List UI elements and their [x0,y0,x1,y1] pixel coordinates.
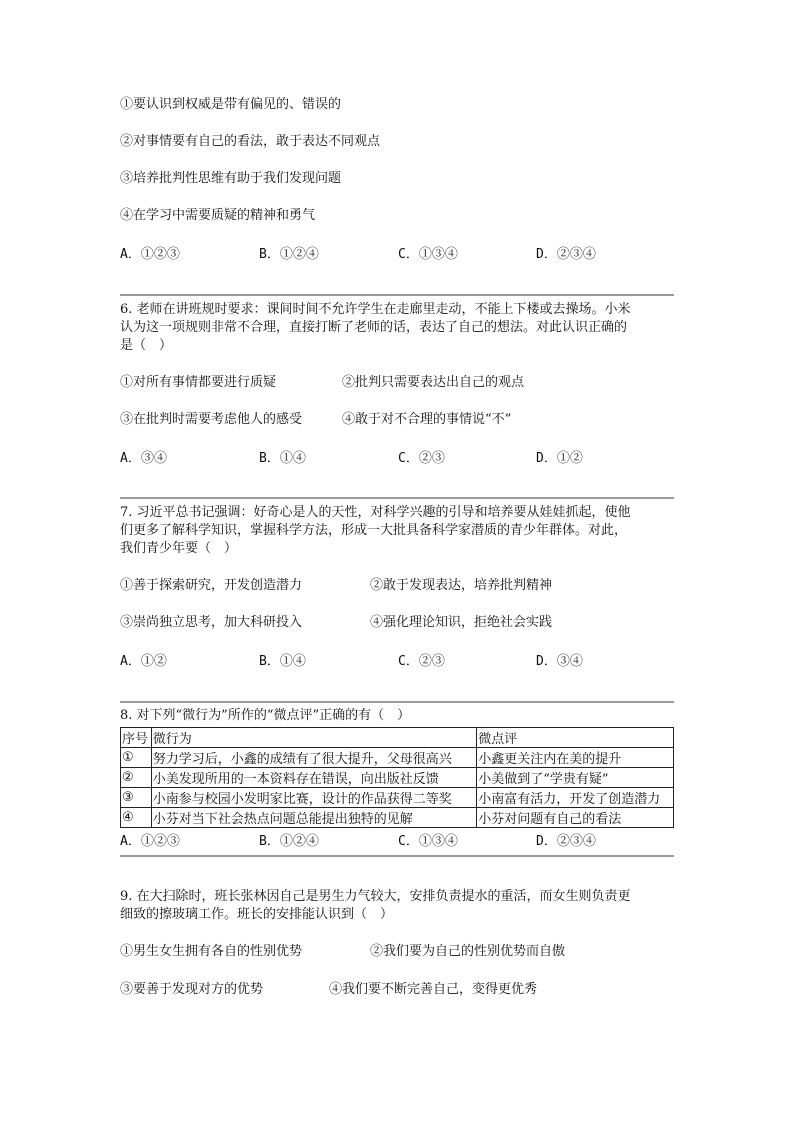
divider [120,855,674,857]
row-behavior: 小芬对当下社会热点问题总能提出独特的见解 [151,808,476,828]
table-row [121,768,674,788]
row-index: ① [121,748,152,768]
q6-stem-line-2: 认为这一项规则非常不合理，直接打断了老师的话，表达了自己的想法。对此认识正确的 [120,320,628,335]
q7-item-2: ②敢于发现表达，培养批判精神 [370,578,553,593]
q8-stem: 8. 对下列“微行为”所作的“微点评”正确的有（ ） [120,708,411,723]
table-row [121,788,674,808]
q7-item-4: ④强化理论知识，拒绝社会实践 [370,615,553,630]
q7-option-c: C．②③ [398,654,445,669]
q9-stem-line-1: 9. 在大扫除时，班长张林因自己是男生力气较大，安排负责提水的重活，而女生则负责更 [120,889,631,904]
prev-item-2: ②对事情要有自己的看法，敢于表达不同观点 [120,134,381,149]
row-index: ③ [121,788,152,808]
row-index: ④ [121,808,152,828]
row-index: ② [121,768,152,788]
q6-stem-line-1: 6. 老师在讲班规时要求：课间时间不允许学生在走廊里走动，不能上下楼或去操场。小米 [120,302,631,317]
q8-table [120,727,674,828]
divider [120,701,674,703]
prev-item-4: ④在学习中需要质疑的精神和勇气 [120,208,316,223]
q9-item-1: ①男生女生拥有各自的性别优势 [120,944,303,959]
q9-item-4: ④我们要不断完善自己，变得更优秀 [329,982,538,997]
q6-stem-line-3: 是（ ） [120,338,173,353]
header-comment: 微点评 [477,728,674,748]
row-behavior: 努力学习后，小鑫的成绩有了很大提升，父母很高兴 [151,748,476,768]
q7-stem-line-3: 我们青少年要（ ） [120,541,238,556]
q9-item-3: ③要善于发现对方的优势 [120,982,264,997]
prev-option-d: D．②③④ [536,247,596,262]
q7-item-3: ③崇尚独立思考，加大科研投入 [120,615,303,630]
row-comment: 小芬对问题有自己的看法 [477,808,674,828]
q7-item-1: ①善于探索研究，开发创造潜力 [120,578,303,593]
q7-stem-line-1: 7. 习近平总书记强调：好奇心是人的天性，对科学兴趣的引导和培养要从娃娃抓起，使他 [120,505,631,520]
divider [120,294,674,296]
q6-item-4: ④敢于对不合理的事情说“不” [342,412,512,427]
q9-item-2: ②我们要为自己的性别优势而自傲 [370,944,566,959]
row-comment: 小南富有活力，开发了创造潜力 [477,788,674,808]
q7-stem-line-2: 们更多了解科学知识，掌握科学方法，形成一大批具备科学家潜质的青少年群体。对此， [120,523,628,538]
table-header-row [121,728,674,748]
q8-option-a: A．①②③ [120,834,180,849]
row-comment: 小鑫更关注内在美的提升 [477,748,674,768]
q6-item-2: ②批判只需要表达出自己的观点 [342,375,525,390]
q6-option-c: C．②③ [398,451,445,466]
q8-option-d: D．②③④ [536,834,596,849]
divider [120,497,674,499]
table-row [121,748,674,768]
q6-item-3: ③在批判时需要考虑他人的感受 [120,412,303,427]
header-index: 序号 [121,728,152,748]
prev-option-b: B．①②④ [259,247,319,262]
q6-option-a: A．③④ [120,451,167,466]
q8-option-b: B．①②④ [259,834,319,849]
table-row [121,808,674,828]
prev-option-a: A．①②③ [120,247,180,262]
row-comment: 小美做到了“学贵有疑” [477,768,674,788]
q6-option-b: B．①④ [259,451,306,466]
q9-stem-line-2: 细致的擦玻璃工作。班长的安排能认识到（ ） [120,907,394,922]
header-behavior: 微行为 [151,728,476,748]
prev-option-c: C．①③④ [398,247,458,262]
q6-item-1: ①对所有事情都要进行质疑 [120,375,277,390]
q8-option-c: C．①③④ [398,834,458,849]
q7-option-a: A．①② [120,654,167,669]
prev-item-3: ③培养批判性思维有助于我们发现问题 [120,171,342,186]
prev-item-1: ①要认识到权威是带有偏见的、错误的 [120,97,342,112]
row-behavior: 小美发现所用的一本资料存在错误，向出版社反馈 [151,768,476,788]
q6-option-d: D．①② [536,451,583,466]
q7-option-d: D．③④ [536,654,583,669]
row-behavior: 小南参与校园小发明家比赛，设计的作品获得二等奖 [151,788,476,808]
q7-option-b: B．①④ [259,654,306,669]
